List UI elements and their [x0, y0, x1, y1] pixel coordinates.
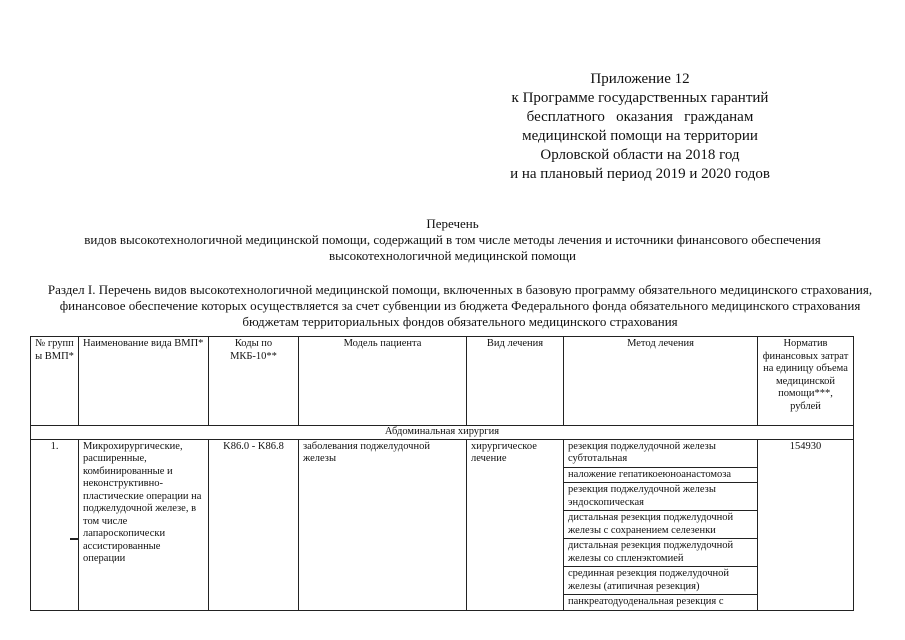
method-item: панкреатодуоденальная резекция с: [568, 596, 724, 607]
section-line: финансовое обеспечение которых осуществляется за счет субвенции из бюджета Федерального фонда обязательного медицинского страхования: [59, 298, 861, 313]
document-title: [0, 216, 905, 264]
appendix-line: к Программе государственных гарантий: [511, 90, 769, 106]
group-title: Абдоминальная хирургия: [31, 426, 854, 440]
section-line: Раздел I. Перечень видов высокотехнологичной медицинской помощи, включенных в базовую программу обязательного медицинского страхования,: [47, 282, 873, 297]
section-heading: [30, 282, 890, 330]
header-name: Наименование вида ВМП*: [79, 337, 209, 426]
appendix-block: [470, 70, 810, 184]
appendix-line: медицинской помощи на территории: [522, 128, 758, 144]
header-codes: Коды по МКБ-10**: [209, 337, 299, 426]
row-codes: K86.0 - K86.8: [209, 439, 299, 610]
method-item: резекция поджелудочной железы субтотальная: [564, 440, 757, 468]
vmp-table: [30, 336, 854, 611]
margin-mark: [70, 538, 79, 540]
title-line: Перечень: [426, 216, 479, 231]
section-line: бюджетам территориальных фондов обязательного медицинского страхования: [242, 314, 678, 329]
row-cost: 154930: [758, 439, 854, 610]
appendix-line: и на плановый период 2019 и 2020 годов: [510, 166, 770, 182]
appendix-line: бесплатного оказания гражданам: [526, 109, 754, 125]
method-item: дистальная резекция поджелудочной железы со спленэктомией: [564, 539, 757, 567]
row-patient-model: заболевания поджелудочной железы: [299, 439, 467, 610]
header-treatment-type: Вид лечения: [467, 337, 564, 426]
method-item: резекция поджелудочной железы эндоскопическая: [564, 483, 757, 511]
method-item: наложение гепатикоеюноанастомоза: [564, 468, 757, 484]
row-name: Микрохирургические, расширенные, комбинированные и неконструктивно-пластические операции на поджелудочной железе, в том числе лапароскопически ассистированные операции: [79, 439, 209, 610]
header-cost-norm: Норматив финансовых затрат на единицу объема медицинской помощи***, рублей: [758, 337, 854, 426]
title-line: видов высокотехнологичной медицинской помощи, содержащий в том числе методы лечения и источники финансового обеспечения: [84, 232, 821, 247]
group-title-row: [31, 426, 854, 440]
header-group-no: № групп ы ВМП*: [31, 337, 79, 426]
title-line: высокотехнологичной медицинской помощи: [329, 248, 576, 263]
appendix-line: Приложение 12: [590, 71, 690, 87]
appendix-line: Орловской области на 2018 год: [540, 147, 740, 163]
row-methods: [564, 439, 758, 610]
row-number: 1.: [31, 439, 79, 610]
table-row: [31, 439, 854, 610]
method-item: срединная резекция поджелудочной железы (атипичная резекция): [564, 567, 757, 595]
method-item: дистальная резекция поджелудочной железы с сохранением селезенки: [564, 511, 757, 539]
header-method: Метод лечения: [564, 337, 758, 426]
header-patient-model: Модель пациента: [299, 337, 467, 426]
table-header-row: [31, 337, 854, 426]
row-treatment-type: хирургическое лечение: [467, 439, 564, 610]
